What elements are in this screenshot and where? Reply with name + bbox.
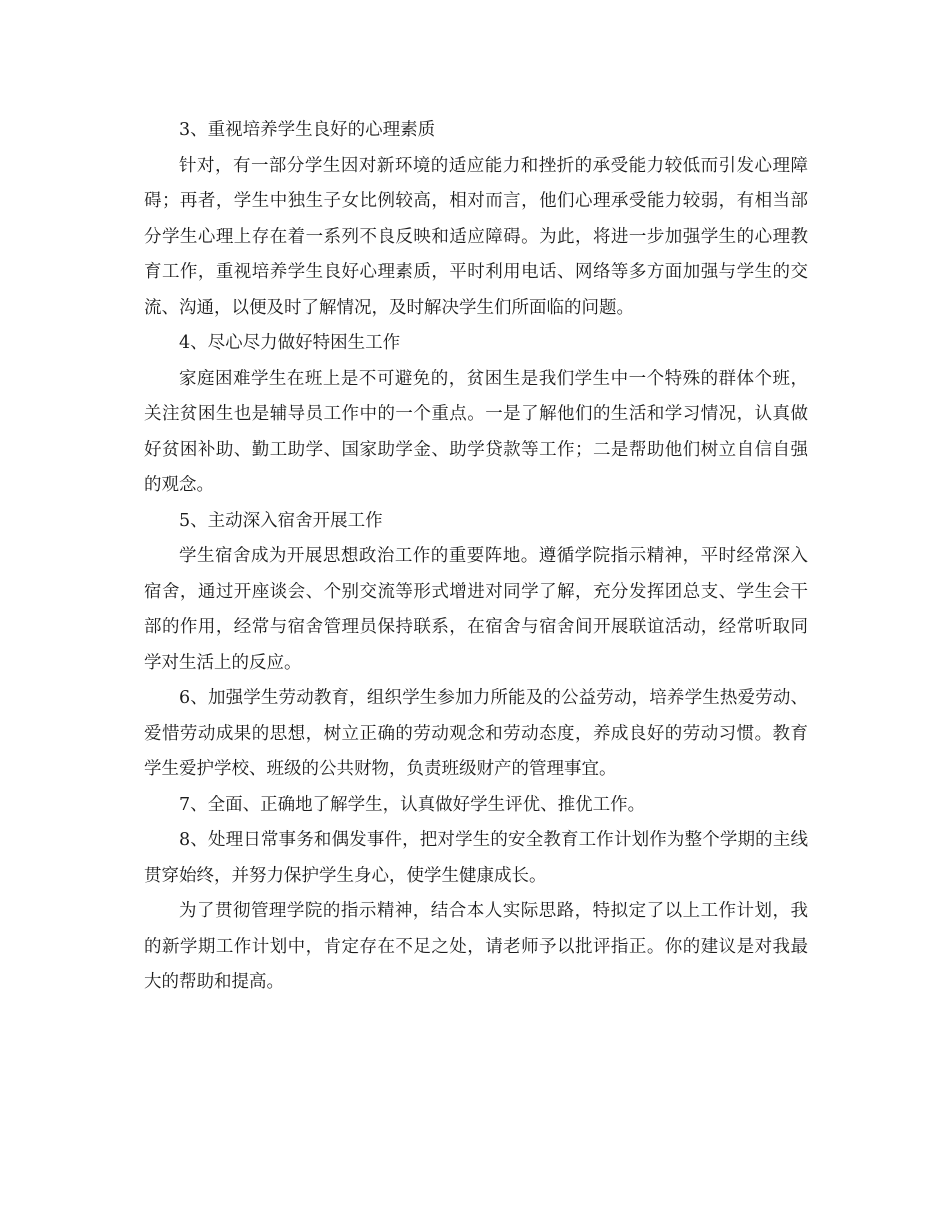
paragraph: 针对，有一部分学生因对新环境的适应能力和挫折的承受能力较低而引发心理障碍；再者，学生中独生子女比例较高，相对而言，他们心理承受能力较弱，有相当部分学生心理上存在着一系列不良反映和适应障碍。为此，将进一步加强学生的心理教育工作，重视培养学生良好心理素质，平时利用电话、网络等多方面加强与学生的交流、沟通，以便及时了解情况，及时解决学生们所面临的问题。 xyxy=(144,155,808,318)
paragraph: 学生宿舍成为开展思想政治工作的重要阵地。遵循学院指示精神，平时经常深入宿舍，通过开座谈会、个别交流等形式增进对同学了解，充分发挥团总支、学生会干部的作用，经常与宿舍管理员保持联系，在宿舍与宿舍间开展联谊活动，经常听取同学对生活上的反应。 xyxy=(144,546,808,673)
paragraph: 6、加强学生劳动教育，组织学生参加力所能及的公益劳动，培养学生热爱劳动、爱惜劳动成果的思想，树立正确的劳动观念和劳动态度，养成良好的劳动习惯。教育学生爱护学校、班级的公共财物，负责班级财产的管理事宜。 xyxy=(144,688,808,779)
section-heading-4: 4、尽心尽力做好特困生工作 xyxy=(179,333,401,353)
paragraph: 7、全面、正确地了解学生，认真做好学生评优、推优工作。 xyxy=(179,794,646,815)
section-heading-3: 3、重视培养学生良好的心理素质 xyxy=(179,120,436,140)
document-body xyxy=(144,113,808,1001)
closing-paragraph: 为了贯彻管理学院的指示精神，结合本人实际思路，特拟定了以上工作计划，我的新学期工作计划中，肯定存在不足之处，请老师予以批评指正。你的建议是对我最大的帮助和提高。 xyxy=(144,901,808,992)
paragraph: 家庭困难学生在班上是不可避免的，贫困生是我们学生中一个特殊的群体个班，关注贫困生也是辅导员工作中的一个重点。一是了解他们的生活和学习情况，认真做好贫困补助、勤工助学、国家助学金、助学贷款等工作；二是帮助他们树立自信自强的观念。 xyxy=(144,368,808,495)
paragraph: 8、处理日常事务和偶发事件，把对学生的安全教育工作计划作为整个学期的主线贯穿始终，并努力保护学生身心，使学生健康成长。 xyxy=(144,830,808,886)
section-heading-5: 5、主动深入宿舍开展工作 xyxy=(179,510,383,531)
